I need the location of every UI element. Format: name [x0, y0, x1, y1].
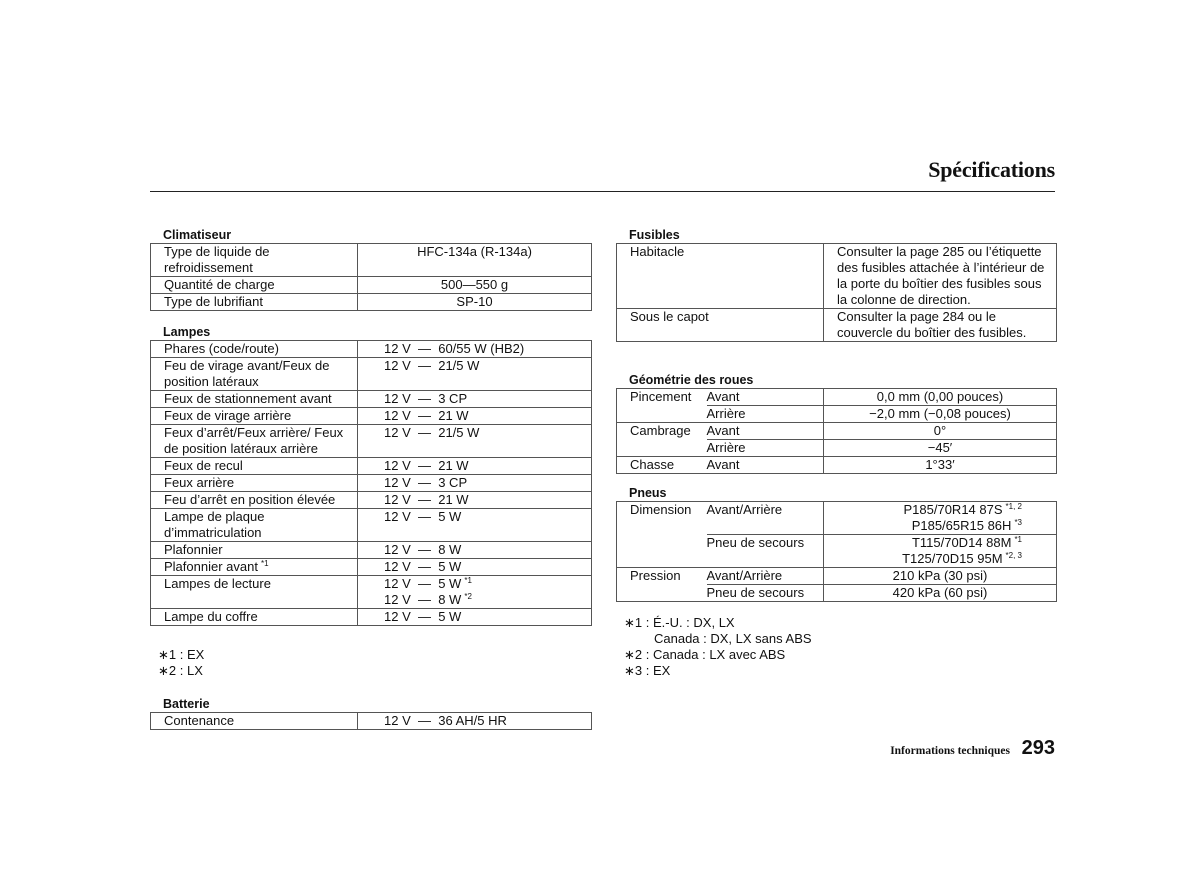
lamp-dash: — [417, 408, 431, 423]
lamp-volt: 12 V [384, 408, 411, 423]
lamp-dash: — [417, 509, 431, 524]
lamp-watt: 5 W [438, 609, 462, 624]
geometrie-axle: Avant [707, 423, 824, 440]
footer-section-title: Informations techniques [890, 745, 1010, 757]
lamp-watt: 60/55 W (HB2) [438, 341, 525, 356]
lamp-dash: — [417, 592, 431, 607]
climatiseur-label: Quantité de charge [151, 277, 358, 294]
batterie-volt: 12 V [384, 713, 411, 728]
lamp-dash: — [417, 475, 431, 490]
lamp-label [151, 559, 358, 576]
lamp-volt: 12 V [384, 475, 411, 490]
table-row [151, 458, 592, 475]
footnote-marker: *1 [260, 559, 269, 568]
tire-size: T125/70D15 95M [902, 551, 1003, 566]
lamp-watt: 21 W [438, 492, 469, 507]
lamp-label: Lampe du coffre [151, 609, 358, 626]
section-pneus [616, 486, 1057, 602]
lamp-volt: 12 V [384, 391, 411, 406]
geometrie-value: 0° [824, 423, 1057, 440]
fusibles-table [616, 243, 1057, 342]
batterie-heading: Batterie [163, 697, 210, 711]
lamp-spec [358, 425, 592, 458]
fusibles-label: Habitacle [617, 244, 824, 309]
footnote-marker: *1, 2 [1005, 502, 1022, 511]
section-batterie [150, 697, 592, 730]
table-row [151, 341, 592, 358]
lamp-dash: — [417, 341, 431, 356]
lampes-notes [158, 647, 204, 679]
pneus-axle: Avant/Arrière [707, 502, 824, 535]
lamp-label: Feux arrière [151, 475, 358, 492]
geometrie-table [616, 388, 1057, 474]
lamp-label: Feu d’arrêt en position élevée [151, 492, 358, 509]
table-row [617, 568, 1057, 585]
geometrie-param: Cambrage [617, 423, 707, 440]
pneus-param: Pression [617, 568, 707, 585]
footnote: ∗2 : LX [158, 663, 203, 678]
batterie-label: Contenance [151, 713, 358, 730]
lamp-spec [358, 492, 592, 509]
lamp-label: Feux de recul [151, 458, 358, 475]
table-row [151, 475, 592, 492]
lamp-volt: 12 V [384, 542, 411, 557]
table-row [617, 440, 1057, 457]
footnote-marker: *1 [1014, 535, 1022, 544]
batterie-spec [358, 713, 592, 730]
lampes-table [150, 340, 592, 626]
lamp-volt: 12 V [384, 576, 411, 591]
lamp-dash: — [417, 425, 431, 440]
lamp-spec [358, 542, 592, 559]
tire-size: T115/70D14 88M [911, 535, 1012, 550]
lamp-label: Feux d’arrêt/Feux arrière/ Feux de position latéraux arrière [151, 425, 358, 458]
geometrie-value: −45′ [824, 440, 1057, 457]
lamp-label: Feux de stationnement avant [151, 391, 358, 408]
climatiseur-value: SP-10 [358, 294, 592, 311]
footnote-marker: *2, 3 [1005, 551, 1022, 560]
lamp-spec [358, 475, 592, 492]
table-row [151, 391, 592, 408]
lamp-watt: 8 W [438, 592, 462, 607]
section-climatiseur [150, 228, 592, 311]
footnote-marker: *1 [464, 576, 472, 585]
lamp-spec [358, 559, 592, 576]
pneus-value [824, 502, 1057, 535]
table-row [617, 389, 1057, 406]
lamp-watt: 21 W [438, 458, 469, 473]
geometrie-heading: Géométrie des roues [629, 373, 754, 387]
lamp-dash: — [417, 576, 431, 591]
footnote: ∗1 : É.-U. : DX, LX [624, 615, 735, 630]
lamp-watt: 3 CP [438, 391, 468, 406]
table-row [151, 492, 592, 509]
lamp-label: Feux de virage arrière [151, 408, 358, 425]
lamp-label-text: Plafonnier avant [164, 559, 258, 574]
pneus-value [824, 535, 1057, 568]
pneus-param [617, 535, 707, 568]
climatiseur-value: HFC-134a (R-134a) [358, 244, 592, 277]
table-row [151, 609, 592, 626]
geometrie-param: Pincement [617, 389, 707, 406]
table-row [151, 559, 592, 576]
lamp-watt: 3 CP [438, 475, 468, 490]
lamp-volt: 12 V [384, 492, 411, 507]
table-row [617, 423, 1057, 440]
lamp-watt: 5 W [438, 576, 462, 591]
lamp-watt: 21/5 W [438, 425, 480, 440]
table-row [617, 585, 1057, 602]
geometrie-param [617, 440, 707, 457]
table-row [617, 309, 1057, 342]
table-row [151, 713, 592, 730]
lamp-label: Feu de virage avant/Feux de position latéraux [151, 358, 358, 391]
pneus-notes [624, 615, 812, 679]
table-row [617, 535, 1057, 568]
footnote: ∗1 : EX [158, 647, 205, 662]
lamp-volt: 12 V [384, 341, 411, 356]
pneus-axle: Pneu de secours [707, 535, 824, 568]
climatiseur-value: 500—550 g [358, 277, 592, 294]
lamp-spec [358, 358, 592, 391]
table-row [617, 502, 1057, 535]
lamp-dash: — [417, 391, 431, 406]
lamp-spec [358, 391, 592, 408]
geometrie-axle: Arrière [707, 440, 824, 457]
fusibles-label: Sous le capot [617, 309, 824, 342]
lamp-dash: — [417, 559, 431, 574]
page-number: 293 [1021, 737, 1055, 759]
title-rule [150, 191, 1055, 192]
geometrie-value: 1°33′ [824, 457, 1057, 474]
lamp-watt: 21/5 W [438, 358, 480, 373]
geometrie-value: −2,0 mm (−0,08 pouces) [824, 406, 1057, 423]
lamp-spec [358, 408, 592, 425]
lamp-dash: — [417, 492, 431, 507]
table-row [151, 244, 592, 277]
pneus-param [617, 585, 707, 602]
footnote: ∗2 : Canada : LX avec ABS [624, 647, 786, 662]
lamp-spec [358, 576, 592, 609]
pneus-axle: Pneu de secours [707, 585, 824, 602]
table-row [151, 358, 592, 391]
table-row [151, 408, 592, 425]
fusibles-heading: Fusibles [629, 228, 680, 242]
lamp-dash: — [417, 542, 431, 557]
table-row [151, 425, 592, 458]
batterie-value: 36 AH/5 HR [438, 713, 507, 728]
lamp-spec [358, 509, 592, 542]
footnote-marker: *2 [464, 592, 472, 601]
pneus-heading: Pneus [629, 486, 667, 500]
section-geometrie [616, 373, 1057, 474]
geometrie-value: 0,0 mm (0,00 pouces) [824, 389, 1057, 406]
table-row [151, 542, 592, 559]
pneus-value: 210 kPa (30 psi) [824, 568, 1057, 585]
climatiseur-heading: Climatiseur [163, 228, 232, 242]
pneus-table [616, 501, 1057, 602]
lamp-dash: — [417, 609, 431, 624]
tire-size: P185/70R14 87S [903, 502, 1003, 517]
pneus-param: Dimension [617, 502, 707, 535]
section-lampes [150, 325, 592, 626]
lamp-volt: 12 V [384, 559, 411, 574]
lamp-spec [358, 341, 592, 358]
lamp-volt: 12 V [384, 509, 411, 524]
pneus-axle: Avant/Arrière [707, 568, 824, 585]
geometrie-axle: Arrière [707, 406, 824, 423]
lamp-watt: 21 W [438, 408, 469, 423]
lamp-spec [358, 458, 592, 475]
table-row [151, 576, 592, 609]
lampes-heading: Lampes [163, 325, 211, 339]
table-row [151, 509, 592, 542]
lamp-watt: 5 W [438, 559, 462, 574]
footnote: Canada : DX, LX sans ABS [654, 631, 812, 646]
lamp-label: Phares (code/route) [151, 341, 358, 358]
section-fusibles [616, 228, 1057, 342]
lamp-watt: 5 W [438, 509, 462, 524]
lamp-volt: 12 V [384, 609, 411, 624]
lamp-dash: — [417, 358, 431, 373]
batterie-table [150, 712, 592, 730]
climatiseur-table [150, 243, 592, 311]
geometrie-axle: Avant [707, 457, 824, 474]
geometrie-param: Chasse [617, 457, 707, 474]
climatiseur-label: Type de liquide de refroidissement [151, 244, 358, 277]
climatiseur-label: Type de lubrifiant [151, 294, 358, 311]
table-row [617, 244, 1057, 309]
pneus-value: 420 kPa (60 psi) [824, 585, 1057, 602]
lamp-spec [358, 609, 592, 626]
page-title: Spécifications [928, 157, 1055, 182]
lamp-dash: — [417, 458, 431, 473]
lamp-label: Plafonnier [151, 542, 358, 559]
footnote: ∗3 : EX [624, 663, 671, 678]
lamp-volt: 12 V [384, 425, 411, 440]
table-row [151, 277, 592, 294]
table-row [151, 294, 592, 311]
table-row [617, 406, 1057, 423]
tire-size: P185/65R15 86H [911, 518, 1012, 533]
batterie-dash: — [417, 713, 431, 728]
footnote-marker: *3 [1014, 518, 1022, 527]
geometrie-axle: Avant [707, 389, 824, 406]
lamp-label: Lampe de plaque d’immatriculation [151, 509, 358, 542]
lamp-volt: 12 V [384, 592, 411, 607]
fusibles-value: Consulter la page 285 ou l’étiquette des fusibles attachée à l’intérieur de la porte du boîtier des fusibles sous la colonne de direction. [824, 244, 1057, 309]
table-row [617, 457, 1057, 474]
lamp-label: Lampes de lecture [151, 576, 358, 609]
fusibles-value: Consulter la page 284 ou le couvercle du boîtier des fusibles. [824, 309, 1057, 342]
lamp-volt: 12 V [384, 358, 411, 373]
geometrie-param [617, 406, 707, 423]
lamp-volt: 12 V [384, 458, 411, 473]
lamp-watt: 8 W [438, 542, 462, 557]
